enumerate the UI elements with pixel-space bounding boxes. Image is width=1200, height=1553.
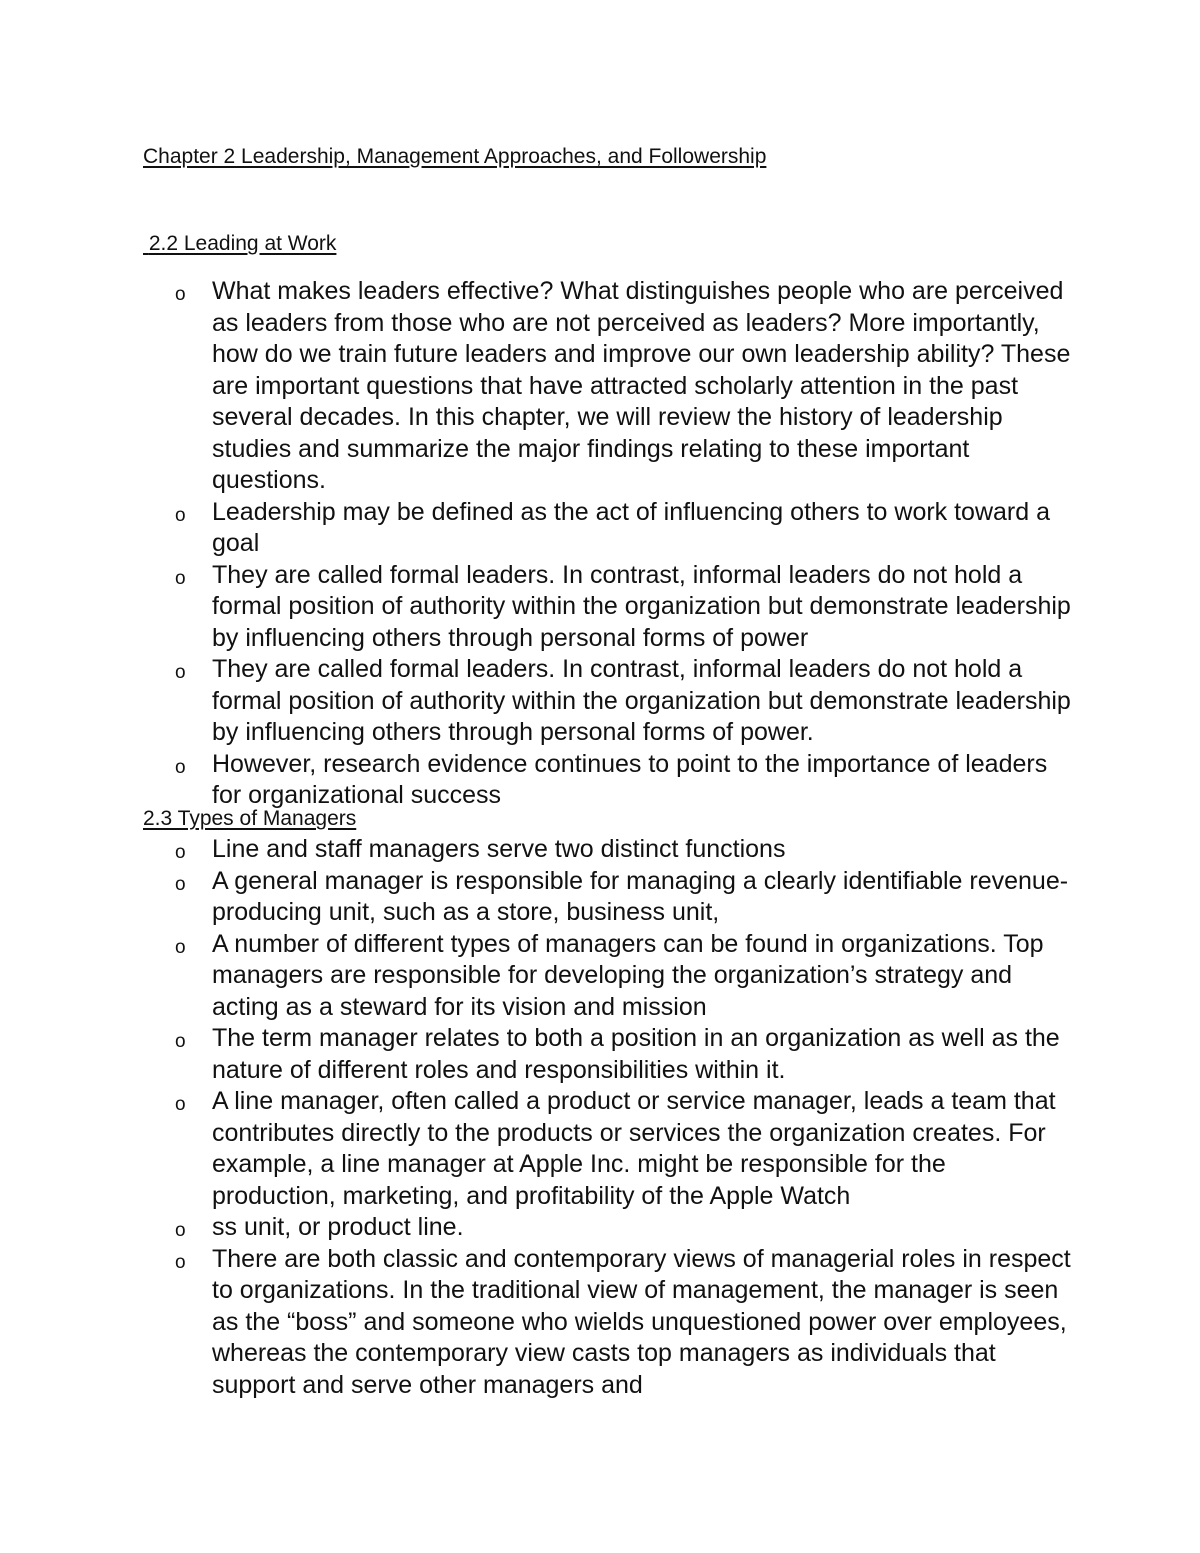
list-item xyxy=(0,834,1072,866)
bullet-marker: o xyxy=(175,1251,186,1273)
bullet-marker: o xyxy=(175,662,186,683)
bullet-marker: o xyxy=(175,504,186,526)
list-item xyxy=(0,1244,1072,1402)
list-item xyxy=(0,654,1072,749)
list-item-text: There are both classic and contemporary views of managerial roles in respect to organizations. In the traditional view of management, the manager is seen as the “boss” and someone who wields unquestioned power over employees, whereas the contemporary view casts top managers as individuals that support and serve other managers and xyxy=(212,1244,1071,1399)
bullet-marker: o xyxy=(175,936,186,958)
list-item xyxy=(0,1086,1072,1212)
bullet-marker: o xyxy=(175,1094,186,1115)
bullet-marker: o xyxy=(175,1220,186,1241)
list-item-text: They are called formal leaders. In contrast, informal leaders do not hold a formal position of authority within the organization but demonstrate leadership by influencing others through personal forms of power xyxy=(212,560,1071,652)
list-item-text: However, research evidence continues to point to the importance of leaders for organizational success xyxy=(212,749,1048,809)
chapter-title: Chapter 2 Leadership, Management Approaches, and Followership xyxy=(143,145,767,168)
list-item-text: What makes leaders effective? What distinguishes people who are perceived as leaders from those who are not perceived as leaders? More importantly, how do we train future leaders and improve our own leadership ability? These are important questions that have attracted scholarly attention in the past several decades. In this chapter, we will review the history of leadership studies and summarize the major findings relating to these important questions. xyxy=(212,277,1071,494)
list-item xyxy=(0,749,1072,812)
bullet-marker: o xyxy=(175,1031,186,1052)
list-item-text: They are called formal leaders. In contrast, informal leaders do not hold a formal position of authority within the organization but demonstrate leadership by influencing others through personal forms of power. xyxy=(212,655,1071,746)
list-item xyxy=(0,560,1072,655)
bullet-marker: o xyxy=(175,567,186,589)
list-item xyxy=(0,497,1072,560)
bullet-list-leading-at-work xyxy=(0,276,1072,812)
list-item-text: The term manager relates to both a position in an organization as well as the nature of different roles and responsibilities within it. xyxy=(212,1024,1060,1084)
bullet-marker: o xyxy=(175,284,186,305)
bullet-list-types-of-managers xyxy=(0,834,1072,1401)
list-item-text: A number of different types of managers can be found in organizations. Top managers are responsible for developing the organization’s strategy and acting as a steward for its vision and mission xyxy=(212,929,1044,1021)
list-item xyxy=(0,929,1072,1024)
list-item-text: A line manager, often called a product or service manager, leads a team that contributes directly to the products or services the organization creates. For example, a line manager at Apple Inc. might be responsible for the production, marketing, and profitability of the Apple Watch xyxy=(212,1087,1056,1210)
section-heading-text: 2.2 Leading at Work xyxy=(148,232,337,255)
list-item xyxy=(0,276,1072,497)
section-heading-leading-at-work xyxy=(143,231,336,257)
list-item xyxy=(0,866,1072,929)
bullet-marker: o xyxy=(175,842,186,863)
bullet-marker: o xyxy=(175,756,186,778)
list-item-text: ss unit, or product line. xyxy=(212,1213,464,1241)
section-heading-types-of-managers: 2.3 Types of Managers xyxy=(143,807,357,830)
list-item xyxy=(0,1023,1072,1086)
bullet-marker: o xyxy=(175,873,186,895)
list-item xyxy=(0,1212,1072,1244)
list-item-text: Line and staff managers serve two distinct functions xyxy=(212,835,786,863)
list-item-text: A general manager is responsible for managing a clearly identifiable revenue-producing unit, such as a store, business unit, xyxy=(212,866,1069,926)
list-item-text: Leadership may be defined as the act of influencing others to work toward a goal xyxy=(212,497,1051,557)
